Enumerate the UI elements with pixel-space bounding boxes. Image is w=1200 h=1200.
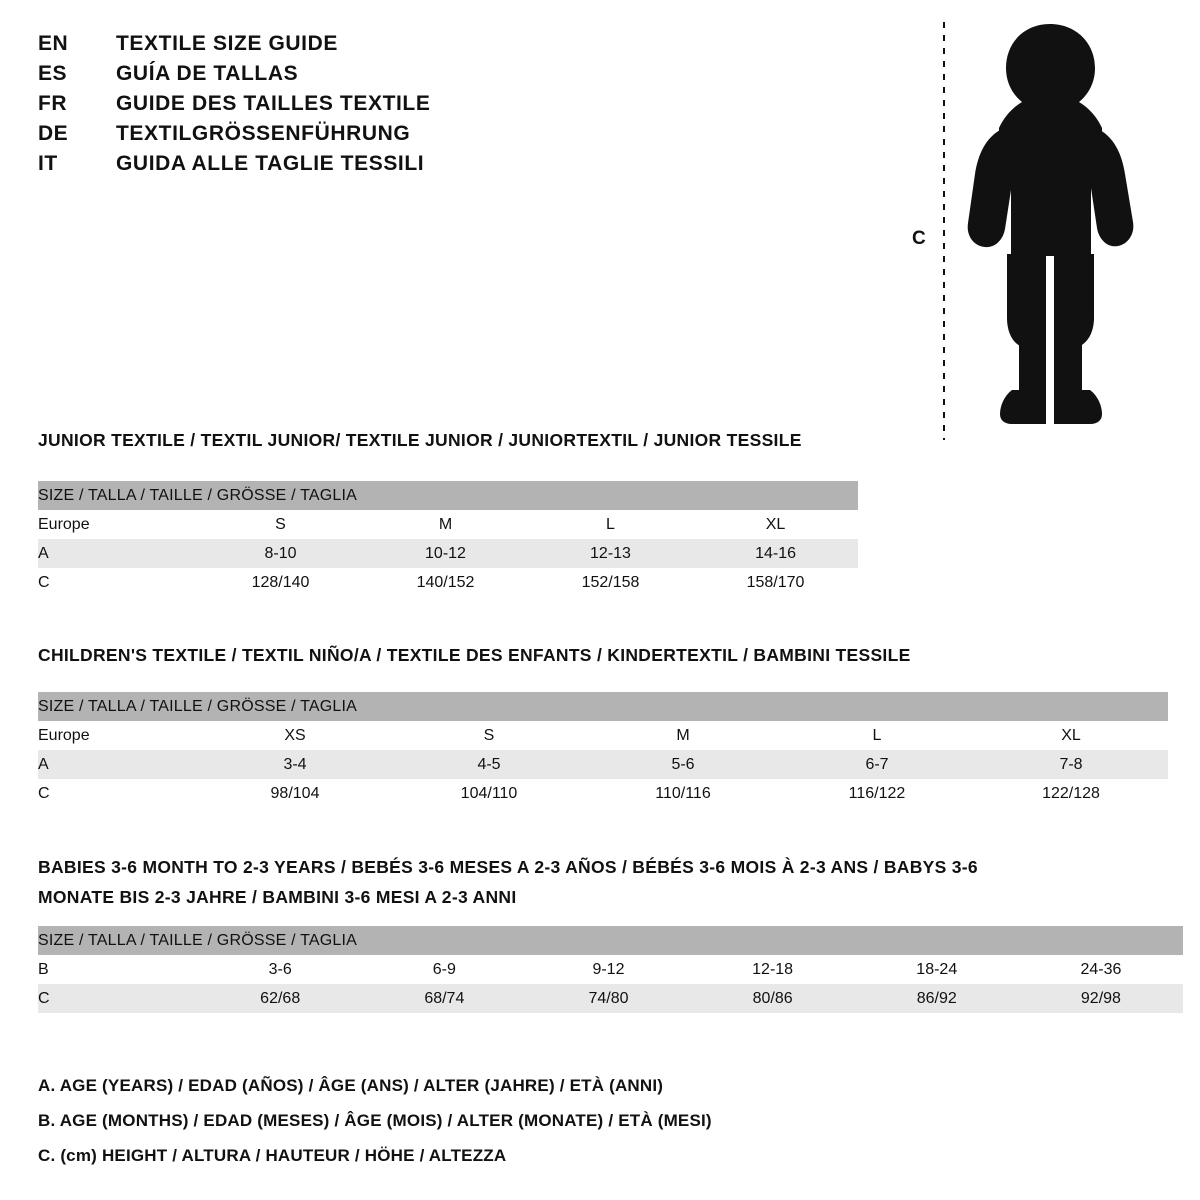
cell: L: [780, 721, 974, 750]
language-row: [38, 32, 638, 62]
section-title-babies: BABIES 3-6 MONTH TO 2-3 YEARS / BEBÉS 3-6 MESES A 2-3 AÑOS / BÉBÉS 3-6 MOIS À 2-3 ANS / BABYS 3-6 MONATE BIS 2-3 JAHRE / BAMBINI 3-6 MESI A 2-3 ANNI: [38, 857, 978, 907]
table-header-row: [38, 692, 1168, 721]
table-row: [38, 955, 1183, 984]
cell: XL: [974, 721, 1168, 750]
title-fr: GUIDE DES TAILLES TEXTILE: [116, 92, 431, 115]
cell: 6-9: [362, 955, 526, 984]
title-de: TEXTILGRÖSSENFÜHRUNG: [116, 122, 411, 145]
table-row: [38, 984, 1183, 1013]
legend-a: A. AGE (YEARS) / EDAD (AÑOS) / ÂGE (ANS) / ALTER (JAHRE) / ETÀ (ANNI): [38, 1076, 664, 1095]
language-code-it: IT: [38, 152, 58, 175]
table-row: [38, 568, 858, 597]
cell: 12-13: [528, 539, 693, 568]
junior-size-table: [38, 481, 858, 597]
row-label-a: A: [38, 539, 198, 568]
row-label-europe: Europe: [38, 510, 198, 539]
cell: 10-12: [363, 539, 528, 568]
toddler-silhouette-icon: [950, 18, 1150, 428]
table-header-row: [38, 481, 858, 510]
language-code-fr: FR: [38, 92, 67, 115]
cell: 6-7: [780, 750, 974, 779]
cell: 116/122: [780, 779, 974, 808]
cell: 110/116: [586, 779, 780, 808]
table-row: [38, 539, 858, 568]
section-title-children: CHILDREN'S TEXTILE / TEXTIL NIÑO/A / TEXTILE DES ENFANTS / KINDERTEXTIL / BAMBINI TESSILE: [38, 645, 911, 665]
measure-dotted-line: [943, 22, 945, 440]
cell: 122/128: [974, 779, 1168, 808]
cell: S: [198, 510, 363, 539]
cell: 24-36: [1019, 955, 1183, 984]
table-row: [38, 721, 1168, 750]
title-es: GUÍA DE TALLAS: [116, 62, 299, 85]
language-row: [38, 62, 638, 92]
cell: 68/74: [362, 984, 526, 1013]
language-code-en: EN: [38, 32, 69, 55]
cell: 158/170: [693, 568, 858, 597]
cell: 92/98: [1019, 984, 1183, 1013]
language-title-block: [38, 32, 638, 182]
language-code-de: DE: [38, 122, 69, 145]
babies-size-table: [38, 926, 1183, 1013]
legend-c: C. (cm) HEIGHT / ALTURA / HAUTEUR / HÖHE / ALTEZZA: [38, 1146, 507, 1165]
cell: 98/104: [198, 779, 392, 808]
row-label-a: A: [38, 750, 198, 779]
table-header-row: [38, 926, 1183, 955]
table-row: [38, 510, 858, 539]
cell: 12-18: [691, 955, 855, 984]
language-code-es: ES: [38, 62, 68, 85]
row-label-europe: Europe: [38, 721, 198, 750]
row-label-c: C: [38, 779, 198, 808]
row-label-b: B: [38, 955, 198, 984]
cell: M: [363, 510, 528, 539]
cell: 3-4: [198, 750, 392, 779]
cell: 62/68: [198, 984, 362, 1013]
cell: 128/140: [198, 568, 363, 597]
cell: 3-6: [198, 955, 362, 984]
cell: 86/92: [855, 984, 1019, 1013]
cell: 14-16: [693, 539, 858, 568]
table-row: [38, 750, 1168, 779]
size-header-label: SIZE / TALLA / TAILLE / GRÖSSE / TAGLIA: [38, 692, 1168, 721]
row-label-c: C: [38, 568, 198, 597]
cell: 74/80: [526, 984, 690, 1013]
cell: 140/152: [363, 568, 528, 597]
cell: 152/158: [528, 568, 693, 597]
cell: 9-12: [526, 955, 690, 984]
children-size-table: [38, 692, 1168, 808]
cell: 8-10: [198, 539, 363, 568]
size-header-label: SIZE / TALLA / TAILLE / GRÖSSE / TAGLIA: [38, 926, 1183, 955]
size-header-label: SIZE / TALLA / TAILLE / GRÖSSE / TAGLIA: [38, 481, 858, 510]
legend-b: B. AGE (MONTHS) / EDAD (MESES) / ÂGE (MOIS) / ALTER (MONATE) / ETÀ (MESI): [38, 1111, 712, 1130]
legend-block: [38, 1068, 1038, 1173]
measure-label-c: C: [912, 228, 926, 249]
table-row: [38, 779, 1168, 808]
section-title-junior: JUNIOR TEXTILE / TEXTIL JUNIOR/ TEXTILE JUNIOR / JUNIORTEXTIL / JUNIOR TESSILE: [38, 430, 802, 450]
height-measure-figure: [890, 10, 1170, 430]
cell: 5-6: [586, 750, 780, 779]
cell: M: [586, 721, 780, 750]
row-label-c: C: [38, 984, 198, 1013]
cell: 80/86: [691, 984, 855, 1013]
title-it: GUIDA ALLE TAGLIE TESSILI: [116, 152, 425, 175]
language-row: [38, 122, 638, 152]
cell: S: [392, 721, 586, 750]
language-row: [38, 92, 638, 122]
cell: L: [528, 510, 693, 539]
language-row: [38, 152, 638, 182]
cell: 4-5: [392, 750, 586, 779]
cell: XL: [693, 510, 858, 539]
title-en: TEXTILE SIZE GUIDE: [116, 32, 338, 55]
cell: 7-8: [974, 750, 1168, 779]
cell: 18-24: [855, 955, 1019, 984]
cell: 104/110: [392, 779, 586, 808]
cell: XS: [198, 721, 392, 750]
